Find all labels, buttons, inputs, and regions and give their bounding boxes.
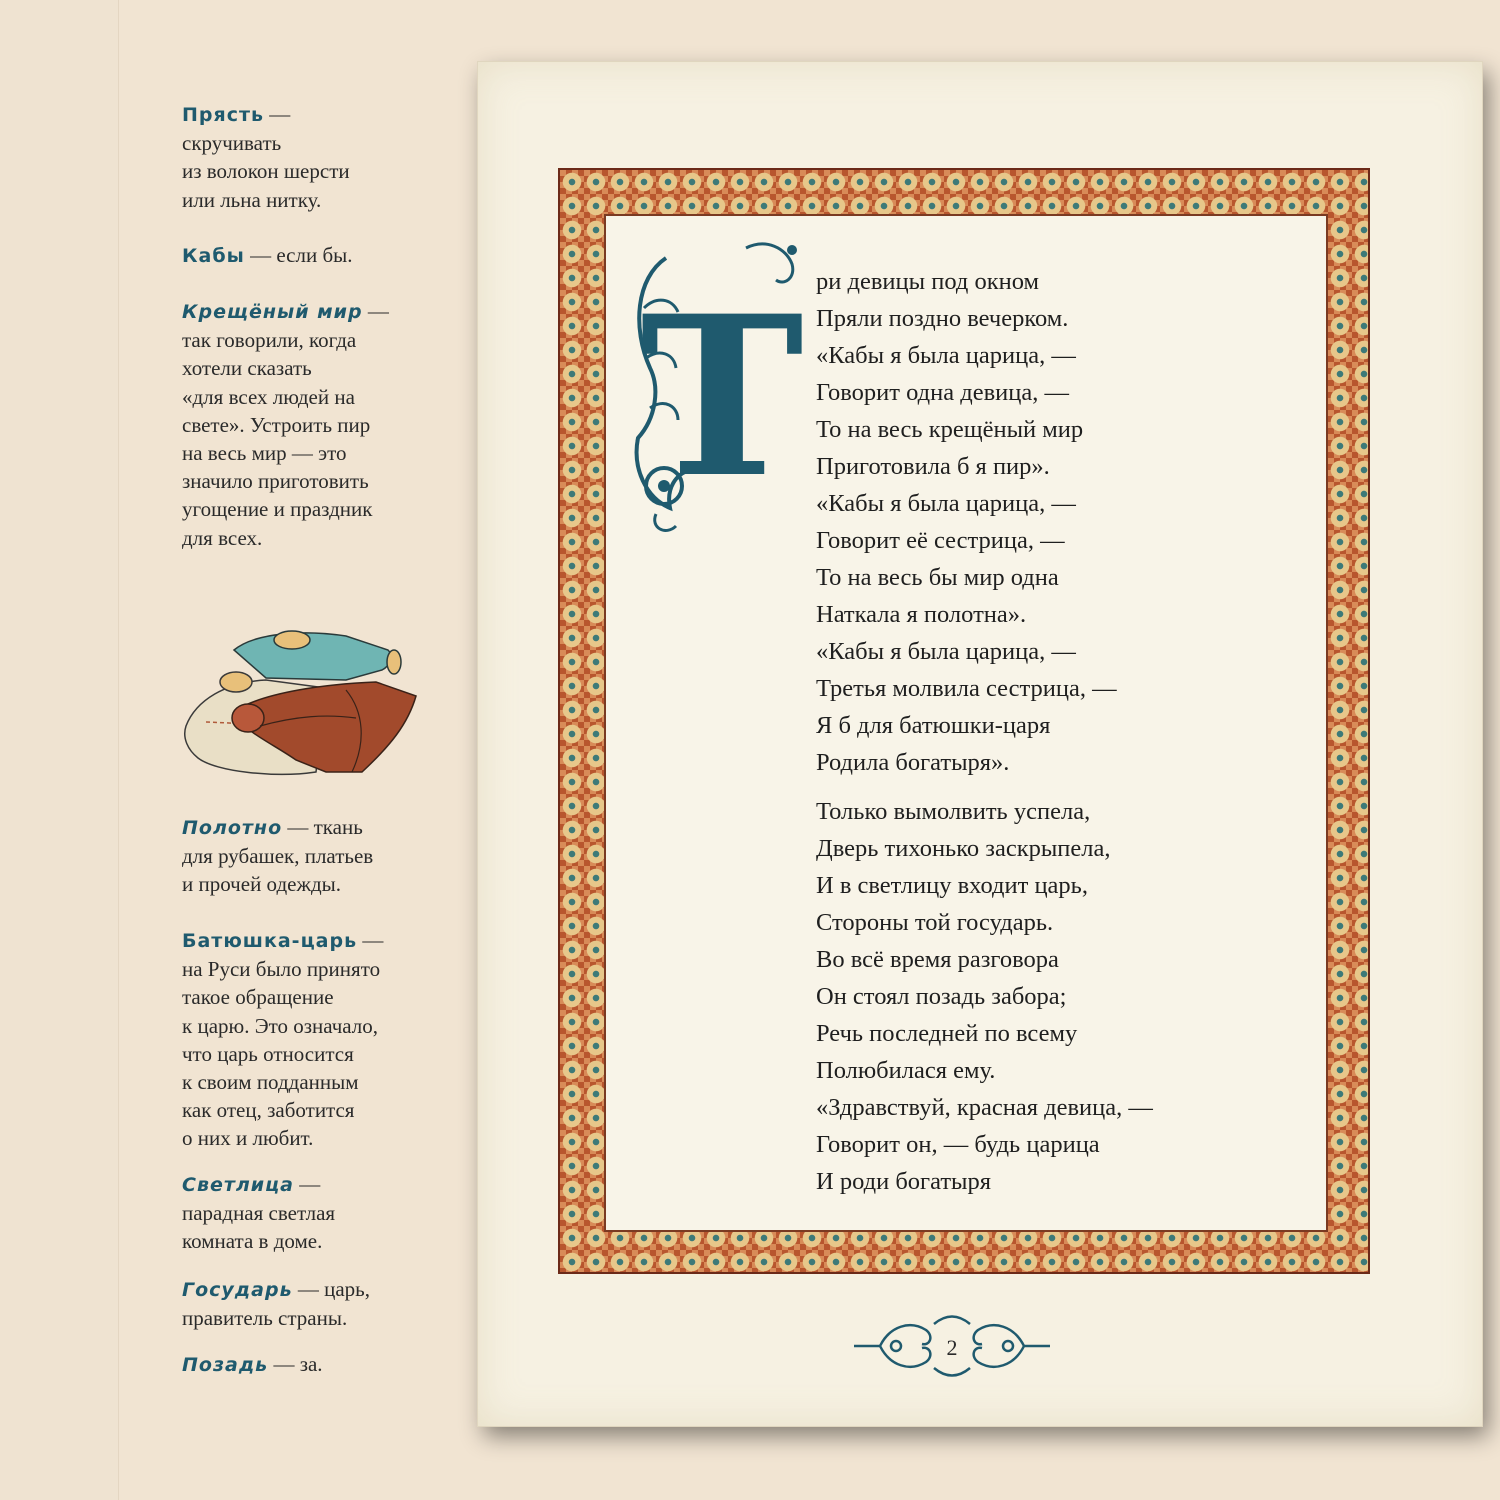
poem-line: Третья молвила сестрица, — (816, 675, 1117, 702)
poem-line: Наткала я полотна». (816, 601, 1027, 628)
poem-line: Полюбилася ему. (816, 1057, 996, 1084)
glossary-term: Кабы (182, 245, 245, 267)
poem-line: Пряли поздно вечерком. (816, 305, 1069, 332)
poem-line: Говорит её сестрица, — (816, 527, 1065, 554)
poem-line: Приготовила б я пир». (816, 453, 1050, 480)
glossary-entry-polotno: Полотно — ткань для рубашек, платьев и прочей одежды. (182, 815, 374, 897)
glossary-entry-batyushka-tsar: Батюшка-царь — на Руси было принято такое обращение к царю. Это означало, что царь относится к своим подданным как отец, заботится о них и любит. (182, 928, 384, 1151)
poem-line: Во всё время разговора (816, 946, 1059, 973)
poem-line: Он стоял позадь забора; (816, 983, 1067, 1010)
dropcap-ornament (626, 238, 806, 538)
book-page (478, 62, 1482, 1426)
poem-line: Только вымолвить успела, (816, 798, 1091, 825)
glossary-term: Светлица (182, 1174, 294, 1196)
poem-line: Дверь тихонько заскрыпела, (816, 835, 1111, 862)
poem-line: «Кабы я была царица, — (816, 342, 1076, 369)
poem-line: ри девицы под окном (816, 268, 1040, 295)
glossary-entry-kaby: Кабы — если бы. (182, 243, 353, 267)
poem-line: «Кабы я была царица, — (816, 490, 1076, 517)
poem-line: Говорит он, — будь царица (816, 1131, 1100, 1158)
glossary-definition: из волокон шерсти (182, 159, 350, 184)
glossary-definition: скручивать (182, 131, 282, 156)
cloth-illustration (176, 622, 424, 780)
glossary-term: Государь (182, 1279, 293, 1301)
dropcap-letter: Т (640, 267, 804, 526)
poem-line: «Кабы я была царица, — (816, 638, 1076, 665)
glossary-entry-pozad: Позадь — за. (182, 1352, 323, 1376)
page-gutter (0, 0, 119, 1500)
glossary-term: Прясть (182, 104, 264, 126)
poem-line: Родила богатыря». (816, 749, 1010, 776)
glossary-definition: если бы. (276, 243, 353, 267)
glossary-definition: или льна нитку. (182, 187, 322, 212)
glossary-entry-kreshchyony-mir: Крещёный мир — так говорили, когда хотели сказать «для всех людей на свете». Устроить пир на весь мир — это значило приготовить угощение и праздник для всех. (182, 299, 389, 550)
poem-line: Стороны той государь. (816, 909, 1054, 936)
glossary-entry-pryast: Прясть — скручивать из волокон шерсти или льна нитку. (182, 100, 432, 214)
glossary-entry-gosudar: Государь — царь, правитель страны. (182, 1277, 370, 1331)
poem-line: И в светлицу входит царь, (816, 872, 1088, 899)
poem-line: И роди богатыря (816, 1168, 992, 1195)
poem-line: То на весь бы мир одна (816, 564, 1059, 591)
poem-line: То на весь крещёный мир (816, 416, 1084, 443)
page-number: 2 (946, 1335, 958, 1360)
poem-line: Говорит одна девица, — (816, 379, 1069, 406)
poem-line: Речь последней по всему (816, 1020, 1078, 1047)
poem-line: Я б для батюшки-царя (816, 712, 1051, 739)
poem-line: «Здравствуй, красная девица, — (816, 1094, 1153, 1121)
glossary-term: Батюшка-царь (182, 930, 358, 952)
glossary-entry-svetlitsa: Светлица — парадная светлая комната в доме. (182, 1172, 336, 1254)
glossary-term: Полотно (182, 817, 283, 839)
glossary-term: Крещёный мир (182, 301, 363, 323)
glossary-term: Позадь (182, 1354, 269, 1376)
